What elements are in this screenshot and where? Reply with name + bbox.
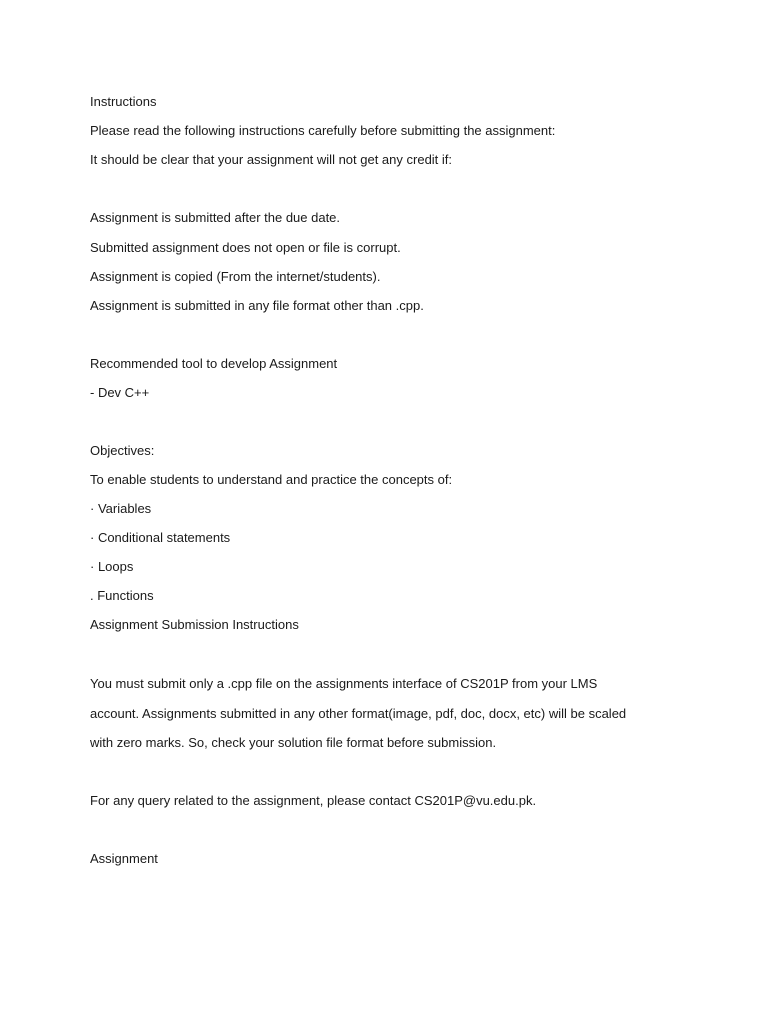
submission-paragraph-line: You must submit only a .cpp file on the assignments interface of CS201P from your LMS (90, 676, 598, 691)
contact-line: For any query related to the assignment, please contact CS201P@vu.edu.pk. (90, 793, 537, 808)
objectives-intro: To enable students to understand and practice the concepts of: (90, 472, 453, 487)
assignment-heading: Assignment (90, 851, 158, 866)
recommended-tool-heading: Recommended tool to develop Assignment (90, 356, 338, 371)
submission-paragraph-line: account. Assignments submitted in any other format(image, pdf, doc, docx, etc) will be scaled (90, 706, 627, 721)
objective-item: . Functions (90, 588, 154, 603)
rule-item: Submitted assignment does not open or file is corrupt. (90, 240, 401, 255)
objective-item: · Loops (90, 559, 134, 574)
rule-item: Assignment is submitted after the due date. (90, 210, 341, 225)
rule-item: Assignment is copied (From the internet/students). (90, 269, 381, 284)
submission-heading: Assignment Submission Instructions (90, 617, 299, 632)
intro-line: Please read the following instructions carefully before submitting the assignment: (90, 123, 556, 138)
tool-item: - Dev C++ (90, 385, 150, 400)
instructions-heading: Instructions (90, 94, 157, 109)
objective-item: · Variables (90, 501, 152, 516)
objectives-heading: Objectives: (90, 443, 155, 458)
credit-warning-line: It should be clear that your assignment will not get any credit if: (90, 152, 453, 167)
submission-paragraph-line: with zero marks. So, check your solution file format before submission. (90, 735, 497, 750)
rule-item: Assignment is submitted in any file format other than .cpp. (90, 298, 424, 313)
objective-item: · Conditional statements (90, 530, 231, 545)
